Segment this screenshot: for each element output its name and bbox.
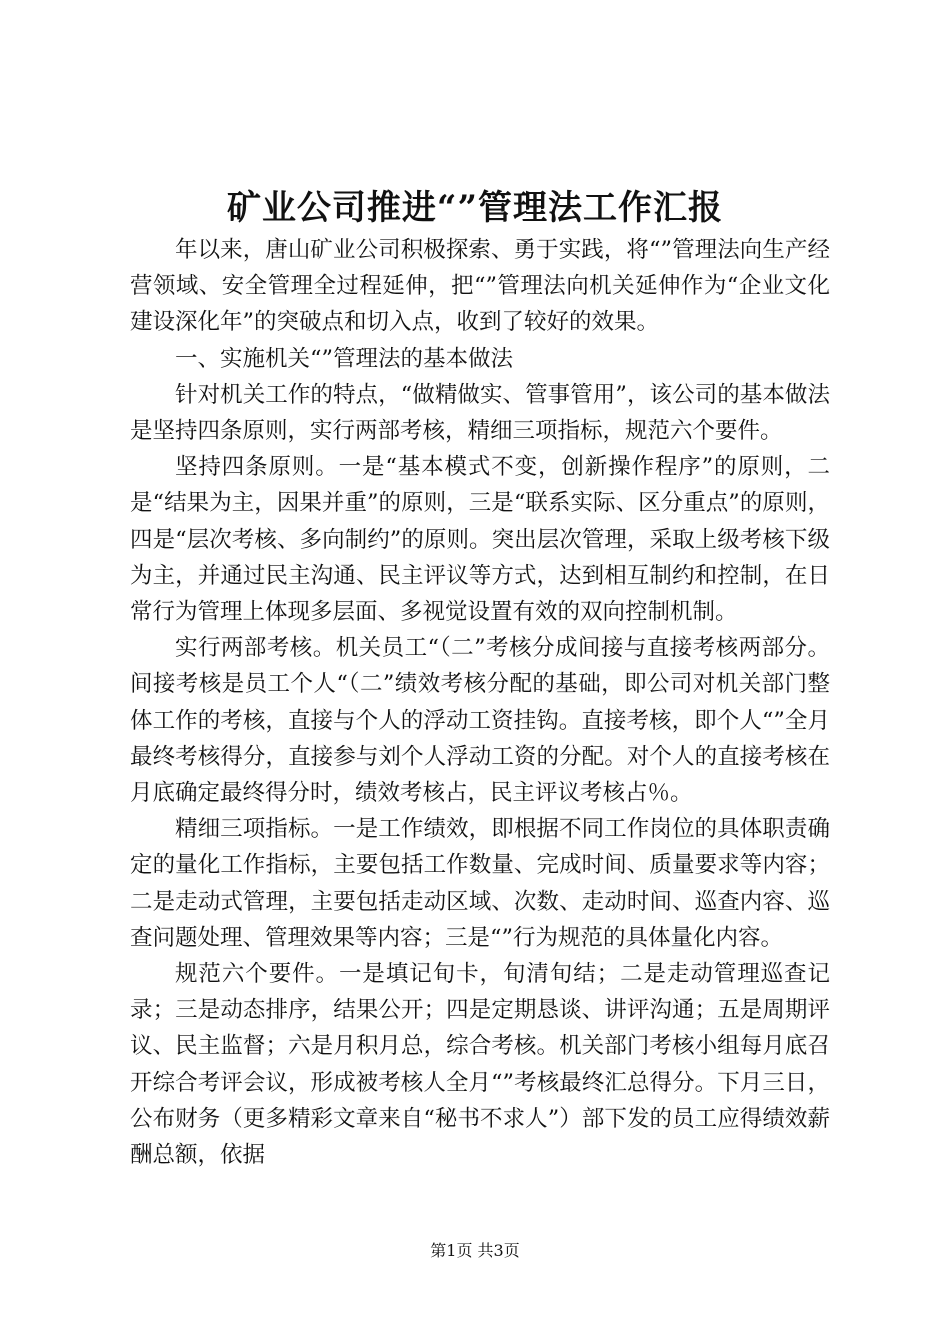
- section-heading: 一、实施机关“”管理法的基本做法: [175, 345, 514, 372]
- paragraph-two-part-assessment: 实行两部考核。机关员工“（二”考核分成间接与直接考核两部分。间接考核是员工个人“（二”绩效考核分配的基础，即公司对机关部门整体工作的考核，直接与个人的浮动工资挂钩。直接考核，即个人“”全月最终考核得分，直接参与刘个人浮动工资的分配。对个人的直接考核在月底确定最终得分时，绩效考核占，民主评议考核占％。: [130, 635, 830, 807]
- document-body: [130, 232, 830, 1173]
- paragraph-intro: 年以来，唐山矿业公司积极探索、勇于实践，将“”管理法向生产经营领域、安全管理全过程延伸，把“”管理法向机关延伸作为“企业文化建设深化年”的突破点和切入点，收到了较好的效果。: [130, 237, 830, 336]
- paragraph-four-principles: 坚持四条原则。一是“基本模式不变，创新操作程序”的原则，二是“结果为主，因果并重”的原则，三是“联系实际、区分重点”的原则，四是“层次考核、多向制约”的原则。突出层次管理，采取上级考核下级为主，并通过民主沟通、民主评议等方式，达到相互制约和控制，在日常行为管理上体现多层面、多视觉设置有效的双向控制机制。: [130, 454, 830, 626]
- paragraph-three-indicators: 精细三项指标。一是工作绩效，即根据不同工作岗位的具体职责确定的量化工作指标，主要包括工作数量、完成时间、质量要求等内容；二是走动式管理，主要包括走动区域、次数、走动时间、巡查内容、巡查问题处理、管理效果等内容；三是“”行为规范的具体量化内容。: [130, 816, 830, 951]
- paragraph-six-elements: 规范六个要件。一是填记旬卡，旬清旬结；二是走动管理巡查记录；三是动态排序，结果公开；四是定期恳谈、讲评沟通；五是周期评议、民主监督；六是月积月总，综合考核。机关部门考核小组每月底召开综合考评会议，形成被考核人全月“”考核最终汇总得分。下月三日，公布财务（更多精彩文章来自“秘书不求人”）部下发的员工应得绩效薪酬总额，依据: [130, 961, 830, 1169]
- document-title: 矿业公司推进“”管理法工作汇报: [226, 188, 724, 228]
- page-number-footer: 第1页 共3页: [430, 1241, 520, 1260]
- paragraph-basic-approach: 针对机关工作的特点，“做精做实、管事管用”，该公司的基本做法是坚持四条原则，实行两部考核，精细三项指标，规范六个要件。: [130, 381, 830, 445]
